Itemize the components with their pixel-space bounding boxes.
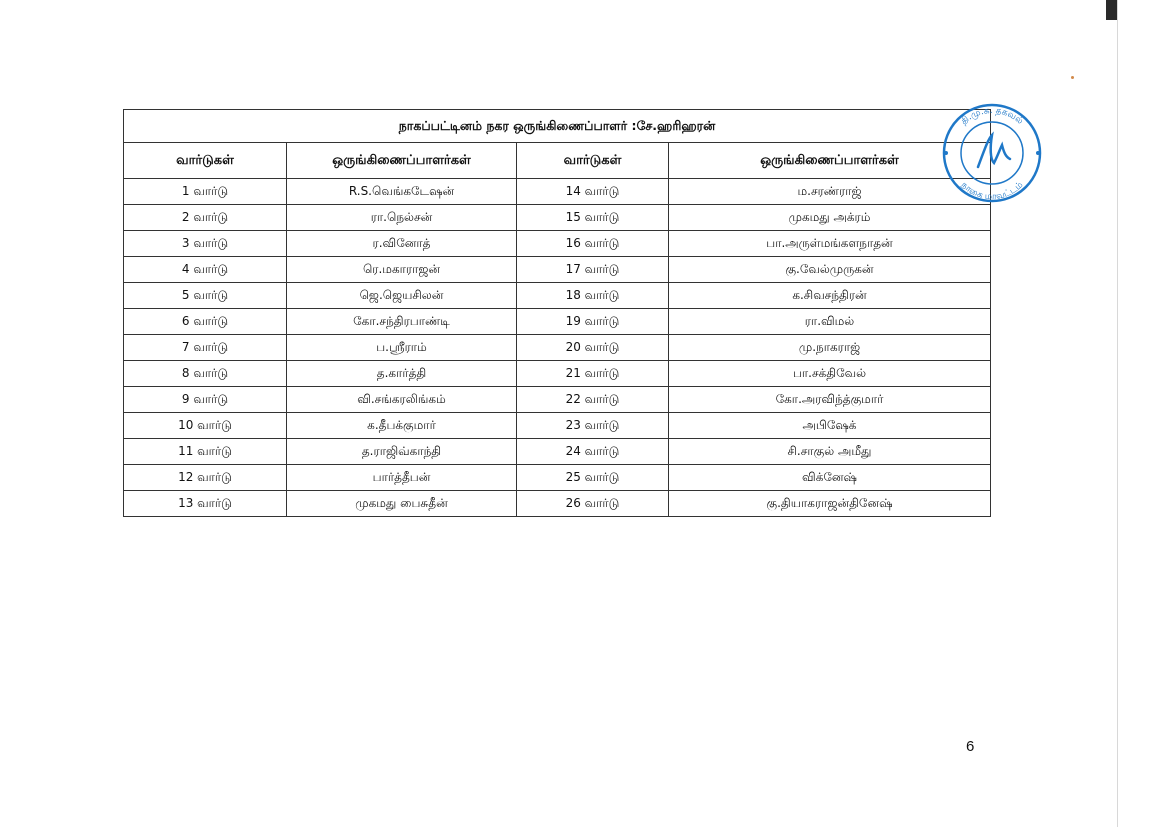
coordinator-right-cell: க.சிவசந்திரன்	[669, 283, 991, 309]
page-number: 6	[966, 738, 975, 755]
coordinator-right-cell: மு.நாகராஜ்	[669, 335, 991, 361]
ward-right-cell: 19 வார்டு	[517, 309, 669, 335]
ward-left-cell: 2 வார்டு	[124, 205, 287, 231]
ward-right-cell: 17 வார்டு	[517, 257, 669, 283]
ward-left-cell: 8 வார்டு	[124, 361, 287, 387]
table-row	[124, 231, 991, 257]
header-coordinators-left: ஒருங்கிணைப்பாளர்கள்	[287, 143, 517, 179]
coordinator-right-cell: அபிஷேக்	[669, 413, 991, 439]
table-row	[124, 413, 991, 439]
coordinators-table	[123, 109, 991, 517]
coordinator-right-cell: ரா.விமல்	[669, 309, 991, 335]
ward-left-cell: 1 வார்டு	[124, 179, 287, 205]
coordinator-left-cell: பார்த்தீபன்	[287, 465, 517, 491]
ward-right-cell: 15 வார்டு	[517, 205, 669, 231]
seal-stamp	[936, 101, 1048, 205]
coordinator-right-cell: விக்னேஷ்	[669, 465, 991, 491]
scan-edge-line	[1117, 0, 1118, 827]
ward-left-cell: 7 வார்டு	[124, 335, 287, 361]
ward-right-cell: 21 வார்டு	[517, 361, 669, 387]
coordinator-right-cell: ம.சரண்ராஜ்	[669, 179, 991, 205]
coordinator-left-cell: R.S.வெங்கடேஷன்	[287, 179, 517, 205]
ward-left-cell: 10 வார்டு	[124, 413, 287, 439]
ward-right-cell: 18 வார்டு	[517, 283, 669, 309]
table-row	[124, 491, 991, 517]
table-row	[124, 387, 991, 413]
ward-left-cell: 12 வார்டு	[124, 465, 287, 491]
ward-right-cell: 24 வார்டு	[517, 439, 669, 465]
table-row	[124, 309, 991, 335]
ward-left-cell: 13 வார்டு	[124, 491, 287, 517]
ward-left-cell: 3 வார்டு	[124, 231, 287, 257]
ward-left-cell: 9 வார்டு	[124, 387, 287, 413]
coordinator-right-cell: முகமது அக்ரம்	[669, 205, 991, 231]
coordinator-right-cell: பா.அருள்மங்களநாதன்	[669, 231, 991, 257]
header-wards-left: வார்டுகள்	[124, 143, 287, 179]
table-row	[124, 335, 991, 361]
table-row	[124, 257, 991, 283]
coordinator-left-cell: கோ.சந்திரபாண்டி	[287, 309, 517, 335]
coordinator-right-cell: பா.சக்திவேல்	[669, 361, 991, 387]
coordinator-left-cell: ரெ.மகாராஜன்	[287, 257, 517, 283]
table-row	[124, 283, 991, 309]
ward-right-cell: 14 வார்டு	[517, 179, 669, 205]
ward-right-cell: 16 வார்டு	[517, 231, 669, 257]
table-row	[124, 205, 991, 231]
coordinator-left-cell: முகமது பைசுதீன்	[287, 491, 517, 517]
coordinator-left-cell: த.ராஜிவ்காந்தி	[287, 439, 517, 465]
coordinator-left-cell: ர.வினோத்	[287, 231, 517, 257]
coordinator-left-cell: வி.சங்கரலிங்கம்	[287, 387, 517, 413]
svg-text:நாகை மாவட்டம்: நாகை மாவட்டம்	[958, 180, 1026, 203]
table-row	[124, 439, 991, 465]
ward-right-cell: 26 வார்டு	[517, 491, 669, 517]
seal-graphic	[936, 101, 1048, 205]
table-row	[124, 361, 991, 387]
coordinator-right-cell: கோ.அரவிந்த்குமார்	[669, 387, 991, 413]
header-coordinators-right: ஒருங்கிணைப்பாளர்கள்	[669, 143, 991, 179]
ward-right-cell: 22 வார்டு	[517, 387, 669, 413]
coordinator-left-cell: ப.ஸ்ரீராம்	[287, 335, 517, 361]
header-wards-right: வார்டுகள்	[517, 143, 669, 179]
coordinator-right-cell: கு.தியாகராஜன்தினேஷ்	[669, 491, 991, 517]
ward-left-cell: 11 வார்டு	[124, 439, 287, 465]
coordinator-right-cell: சி.சாகுல் அமீது	[669, 439, 991, 465]
scan-speck	[1071, 76, 1074, 79]
ward-left-cell: 6 வார்டு	[124, 309, 287, 335]
coordinator-left-cell: ரா.நெல்சன்	[287, 205, 517, 231]
table-title: நாகப்பட்டினம் நகர ஒருங்கிணைப்பாளர் :சே.ஹரிஹரன்	[124, 110, 991, 143]
coordinator-left-cell: க.தீபக்குமார்	[287, 413, 517, 439]
table-row	[124, 465, 991, 491]
ward-right-cell: 25 வார்டு	[517, 465, 669, 491]
ward-left-cell: 5 வார்டு	[124, 283, 287, 309]
table-row	[124, 179, 991, 205]
ward-right-cell: 23 வார்டு	[517, 413, 669, 439]
ward-left-cell: 4 வார்டு	[124, 257, 287, 283]
ward-right-cell: 20 வார்டு	[517, 335, 669, 361]
coordinator-right-cell: கு.வேல்முருகன்	[669, 257, 991, 283]
table-body	[124, 179, 991, 517]
coordinator-left-cell: த.கார்த்தி	[287, 361, 517, 387]
svg-text:தி.மு.க. தகவல்: தி.மு.க. தகவல்	[959, 105, 1025, 127]
coordinator-left-cell: ஜெ.ஜெயசிலன்	[287, 283, 517, 309]
